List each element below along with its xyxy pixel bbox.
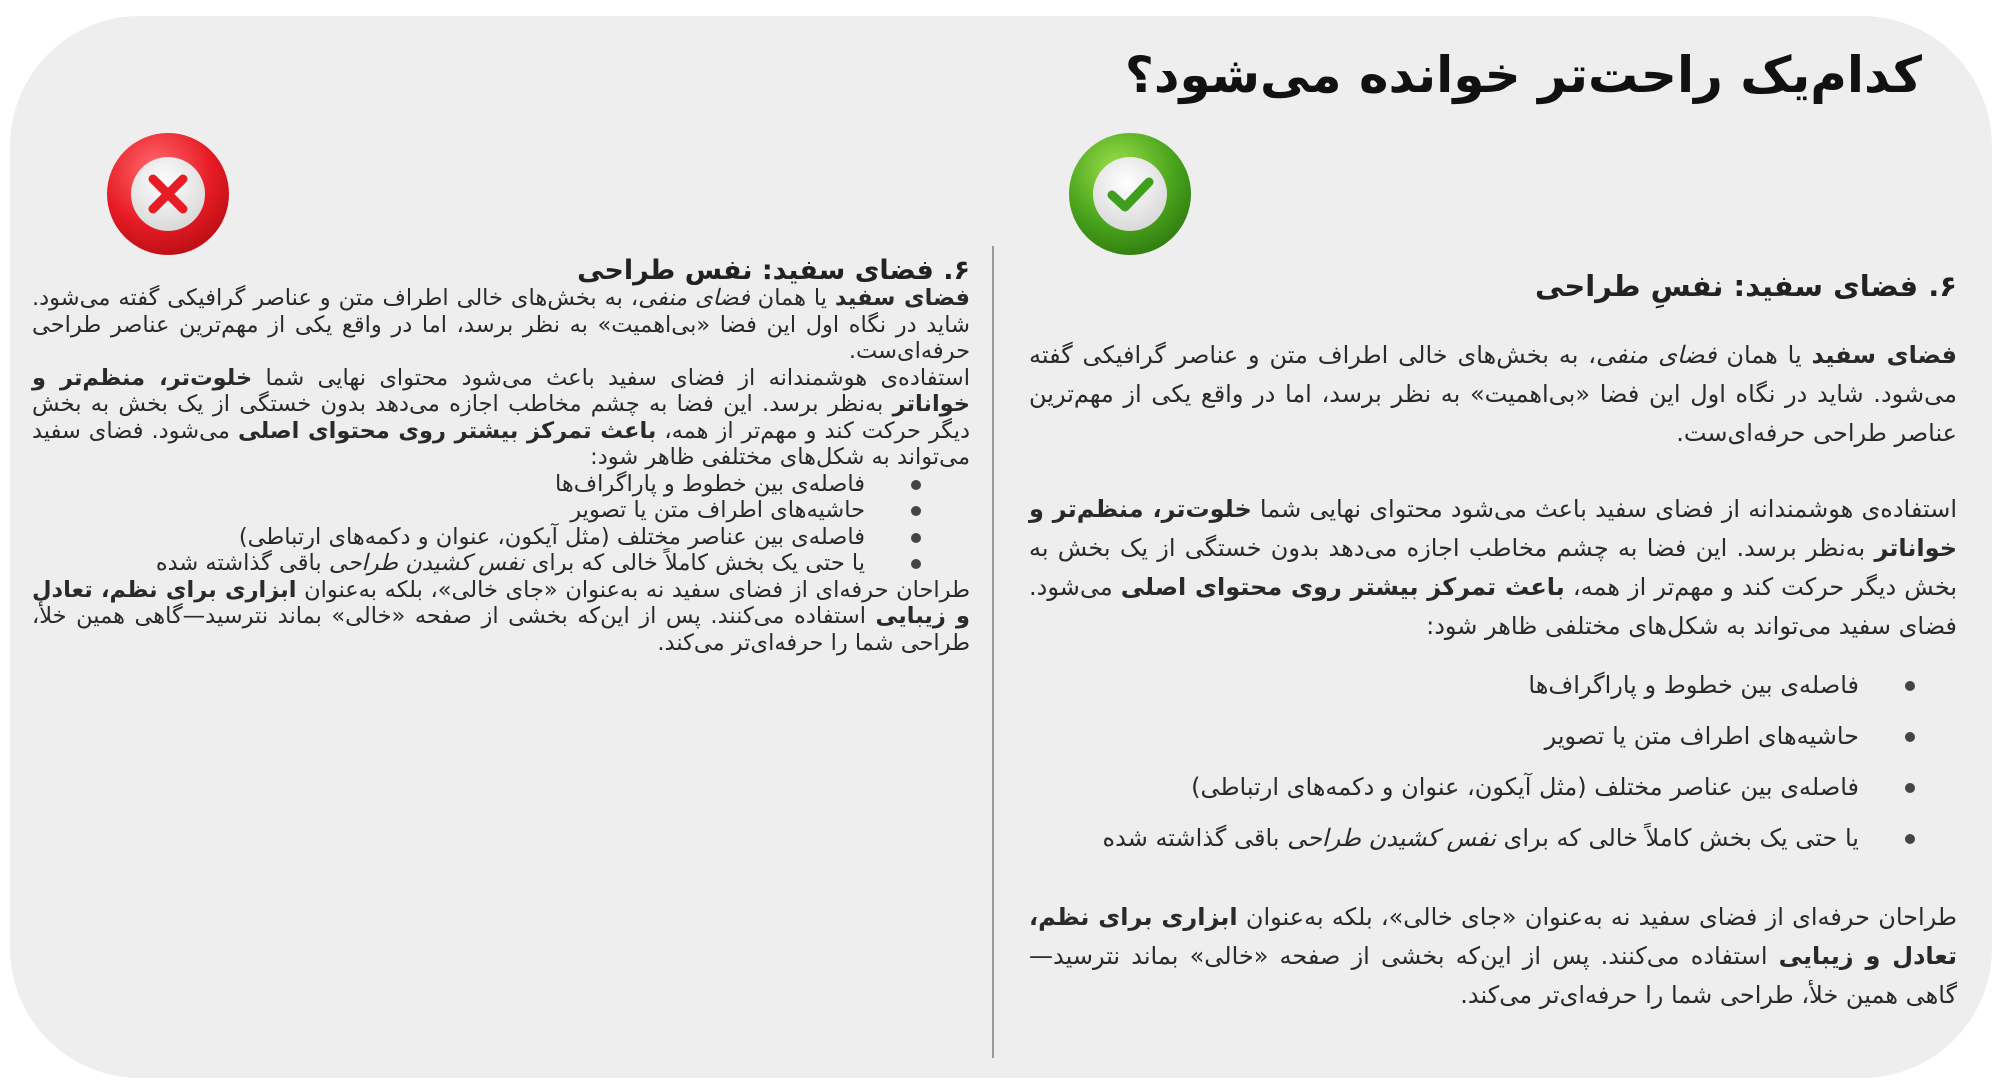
- bold-text: فضای سفید: [834, 285, 970, 311]
- list-item: حاشیه‌های اطراف متن یا تصویر: [32, 497, 865, 524]
- check-circle-icon: [1068, 132, 1192, 256]
- text: ، به بخش‌های خالی اطراف متن و عناصر گرافیکی گفته می‌شود. شاید در نگاه اول این فضا «بی‌اهمیت» به نظر برسد، اما در واقع یکی از مهم‌ترین عناصر طراحی حرفه‌ای‌ست.: [32, 285, 970, 364]
- text: طراحان حرفه‌ای از فضای سفید نه به‌عنوان «جای خالی»، بلکه به‌عنوان: [296, 576, 970, 603]
- italic-text: نفس کشیدن طراحی: [328, 550, 525, 576]
- text: یا همان: [1716, 341, 1812, 369]
- text: به‌نظر برسد. این فضا به چشم مخاطب اجازه می‌دهد بدون خستگی از یک بخش به بخش دیگر حرکت کند و مهم‌تر از همه،: [1029, 534, 1957, 601]
- italic-text: فضای منفی: [638, 285, 750, 311]
- text: طراحان حرفه‌ای از فضای سفید نه به‌عنوان «جای خالی»، بلکه به‌عنوان: [1237, 903, 1957, 931]
- list-item: فاصله‌ی بین عناصر مختلف (مثل آیکون، عنوان و دکمه‌های ارتباطی): [32, 524, 865, 551]
- bad-paragraph-2: [32, 365, 970, 471]
- text: استفاده‌ی هوشمندانه از فضای سفید باعث می‌شود محتوای نهایی شما: [1251, 495, 1957, 523]
- vertical-divider: [992, 246, 994, 1058]
- text: ، به بخش‌های خالی اطراف متن و عناصر گرافیکی گفته می‌شود. شاید در نگاه اول این فضا «بی‌اهمیت» به نظر برسد، اما در واقع یکی از مهم‌ترین عناصر طراحی حرفه‌ای‌ست.: [1029, 341, 1957, 447]
- list-item: [1029, 813, 1859, 864]
- comparison-card: [10, 16, 1992, 1078]
- bad-paragraph-3: [32, 577, 970, 657]
- bold-text: فضای سفید: [1811, 341, 1957, 369]
- text: استفاده می‌کنند. پس از این‌که بخشی از صفحه «خالی» بماند نترسید—گاهی همین خلأ، طراحی شما را حرفه‌ای‌تر می‌کند.: [1029, 942, 1957, 1009]
- italic-text: فضای منفی: [1595, 341, 1717, 369]
- good-bullet-list: [1029, 660, 1957, 864]
- text: یا حتی یک بخش کاملاً خالی که برای: [524, 550, 865, 576]
- text: استفاده‌ی هوشمندانه از فضای سفید باعث می‌شود محتوای نهایی شما: [252, 364, 970, 391]
- text: می‌شود. فضای سفید می‌تواند به شکل‌های مختلفی ظاهر شود:: [1029, 573, 1957, 640]
- list-item: فاصله‌ی بین خطوط و پاراگراف‌ها: [32, 471, 865, 498]
- bold-text: ابزاری برای نظم، تعادل و زیبایی: [1029, 903, 1957, 970]
- text: استفاده می‌کنند. پس از این‌که بخشی از صفحه «خالی» بماند نترسید—گاهی همین خلأ، طراحی شما را حرفه‌ای‌تر می‌کند.: [32, 603, 970, 656]
- list-item: حاشیه‌های اطراف متن یا تصویر: [1029, 711, 1859, 762]
- bad-bullet-list: [32, 471, 970, 577]
- x-circle-icon: [106, 132, 230, 256]
- good-paragraph-1: [1029, 336, 1957, 453]
- text: باقی گذاشته شده: [155, 550, 329, 576]
- italic-text: نفس کشیدن طراحی: [1287, 824, 1496, 852]
- good-example-panel: [1029, 266, 1957, 1015]
- list-item: فاصله‌ی بین عناصر مختلف (مثل آیکون، عنوان و دکمه‌های ارتباطی): [1029, 762, 1859, 813]
- bad-heading: ۶. فضای سفید: نفس طراحی: [577, 255, 970, 286]
- text: به‌نظر برسد. این فضا به چشم مخاطب اجازه می‌دهد بدون خستگی از یک بخش به بخش دیگر حرکت کند و مهم‌تر از همه،: [32, 391, 971, 444]
- bad-paragraph-1: [32, 285, 970, 365]
- bold-text: خلوت‌تر، منظم‌تر و خواناتر: [32, 364, 970, 417]
- text: می‌شود. فضای سفید می‌تواند به شکل‌های مختلفی ظاهر شود:: [32, 417, 970, 470]
- text: یا همان: [749, 285, 835, 311]
- text: باقی گذاشته شده: [1102, 824, 1288, 852]
- good-heading: ۶. فضای سفید: نفسِ طراحی: [1534, 269, 1957, 303]
- good-paragraph-2: [1029, 490, 1957, 646]
- bold-text: باعث تمرکز بیشتر روی محتوای اصلی: [1120, 573, 1565, 601]
- good-paragraph-3: [1029, 898, 1957, 1015]
- page-title: کدام‌یک راحت‌تر خوانده می‌شود؟: [1124, 46, 1922, 104]
- bad-example-panel: [32, 257, 970, 656]
- text: یا حتی یک بخش کاملاً خالی که برای: [1495, 824, 1859, 852]
- bold-text: ابزاری برای نظم، تعادل و زیبایی: [32, 576, 970, 629]
- list-item: [32, 550, 865, 577]
- bold-text: خلوت‌تر، منظم‌تر و خواناتر: [1029, 495, 1957, 562]
- list-item: فاصله‌ی بین خطوط و پاراگراف‌ها: [1029, 660, 1859, 711]
- bold-text: باعث تمرکز بیشتر روی محتوای اصلی: [237, 417, 657, 444]
